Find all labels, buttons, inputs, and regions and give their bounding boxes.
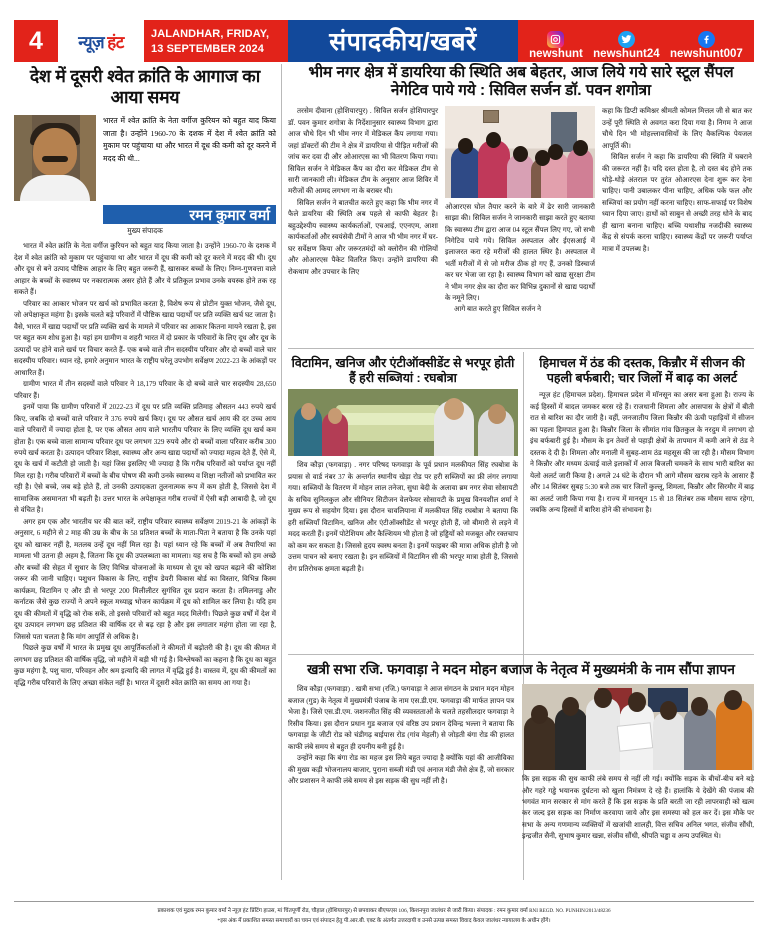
footer-disclaimer-line: *इस अंक में प्रकाशित समस्त समाचारों का चयन एवं संपादन हेतु पी.आर.बी. एक्ट के अंतर्गत उत्तरदायी व उनसे उत्पन्न समस्त विवाद केवल जालंधर न्यायालय के अधीन होंगे। xyxy=(217,917,551,924)
page-number-badge: 4 xyxy=(14,20,58,62)
editor-portrait-photo xyxy=(14,115,96,201)
social-handle-label: newshunt xyxy=(529,47,583,60)
footer-imprint-line xyxy=(14,907,754,917)
story-diarrhea-headline: भीम नगर क्षेत्र में डायरिया की स्थिति अब बेहतर, आज लिये गये सारे स्टूल सैंपल नेगेटिव पाये गये : सिविल सर्जन डॉ. पवन शगोत्रा xyxy=(308,64,734,100)
edition-city: JALANDHAR, FRIDAY, xyxy=(151,27,270,40)
story-paragraph: सिविल सर्जन ने बातचीत करते हुए कहा कि भीम नगर में फैले डायरिया की स्थिति अब पहले से काफी बेहतर है। बहुउद्देश्यीय स्वास्थ्य कार्यकर्ताओं, एचआई, एएनएम, आशा कार्यकर्ताओं और स्वयंसेवी टीमों ने आज भी भीम नगर में घर-घर सर्वेक्षण किया और जरूरतमंदों को क्लोरीन की गोलियों और ओआरएस पैकेट वितरित किए। उन्होंने डायरिया की रोकथाम और उपचार के लिए xyxy=(288,198,438,276)
story-vegetables xyxy=(288,356,518,575)
story-vegetables-body xyxy=(288,460,518,575)
social-link-facebook[interactable] xyxy=(670,31,743,61)
story-paragraph: शिव कौड़ा (फगवाड़ा) . नगर परिषद फगवाड़ा के पूर्व प्रधान मलकीयत सिंह रघबोत्रा के प्रयास से वार्ड नंबर 37 के अन्तर्गत स्थानीय खेड़ा रोड पर हरी सब्जियों का फ्री लंगर लगाया गया। सब्जियों के वितरण में मोहन लाल तनेजा, सुधा बेदी के अलावा ब्रम नगर सेवा सोसायटी के सचिव सुनिलकुल और सीनियर सिटीजन वेलफेयर सोसायटी के प्रमुख विनयशील शर्मा ने मुख्य रूप से सहयोग दिया। इस दौरान चावलियाना में मलकीयत सिंह रघबोत्रा ने बताया कि हरी सब्जियाँ विटामिन, खनिज और एंटीऑक्सीडेंट से भरपूर होती हैं, जो बीमारी से लड़ने में मदद करती हैं। इनमें पोटेशियम और कैल्शियम भी होता है जो हड्डियों को मजबूत और रक्तचाप को कम कर सकता है। जिससे हृदय स्वस्थ बनता है। इनमें फाइबर की मात्रा अधिक होती है जो उत्तम पाचन को बनाए रखता है। इन सब्जियों में विटामिन सी की भरपूर मात्रा होती है, जिससे रोग प्रतिरोधक क्षमता बढ़ती है। xyxy=(288,461,518,573)
masthead xyxy=(14,20,754,62)
story-diarrhea-col2 xyxy=(445,106,595,315)
story-paragraph: सिविल सर्जन ने कहा कि डायरिया की स्थिति में घबराने की जरूरत नहीं है। यदि दस्त होता है, तो दस्त बंद होने तक थोड़े-थोड़े अंतराल पर तुरंत ओआरएस देना शुरू कर देना चाहिए। पानी उबालकर पीना चाहिए, अधिक पके फल और सब्जियां का प्रयोग नहीं करना चाहिए। साफ-सफाई पर विशेष ध्यान दिया जाए। हाथों को साबुन से अच्छी तरह धोने के बाद ही खाना बनाना चाहिए। बच्चि यथाशीघ्र नजदीकी स्वास्थ्य केंद्र से संपर्क करना चाहिए। स्वास्थ्य केंद्रों पर जरूरी पर्याप्त मात्रा में उपलब्ध है। xyxy=(602,153,752,253)
editor-role-label: मुख्य संपादक xyxy=(127,226,163,236)
story-himachal xyxy=(530,356,754,517)
newshunt-logo[interactable] xyxy=(58,20,144,62)
logo-text-secondary: हंट xyxy=(107,32,124,52)
twitter-icon xyxy=(618,31,635,48)
story-khatri-headline: खत्री सभा रजि. फगवाड़ा ने मदन मोहन बजाज के नेतृत्व में मुख्यमंत्री के नाम सौंपा ज्ञापन xyxy=(307,662,735,677)
story-divider-upper xyxy=(288,348,754,349)
story-khatri-sabha xyxy=(288,662,754,842)
edition-date-block xyxy=(144,20,288,62)
footer-divider xyxy=(14,901,754,902)
story-diarrhea xyxy=(288,64,754,316)
social-link-twitter[interactable] xyxy=(593,31,659,61)
footer-rni-number: RNI REGD. NO. PUNHIN/2013/48236 xyxy=(529,908,611,914)
editorial-paragraph: पिछले कुछ वर्षों में भारत के प्रमुख दूध आपूर्तिकर्ताओं ने कीमतों में बढ़ोतरी की है। दूध की कीमत में लगभग छह प्रतिशत की वार्षिक वृद्धि, जो महीने में बड़ी भी गई है। विश्लेषकों का कहना है कि दूध का बहुत कुछ महंगा है, पशु चारा, परिवहन और श्रम इत्यादि की लागत में वृद्धि हुई है। वास्तव में, दूध की कीमतों का वृद्धि गरीब परिवारों के लिए अच्छा संकेत नहीं है। भारत में दूसरी श्वेत क्रांति का समय आ गया है। xyxy=(14,644,276,687)
editorial-paragraph: इनमें पाया कि ग्रामीण परिवारों में 2022-23 में दूध पर प्रति व्यक्ति प्रतिमाह औसतन 443 रुपये खर्च किए, जबकि दो बच्चों वाले परिवार ने 376 रुपये खर्च किए। दूध पर औसत खर्च आय की दर उच्च आय वाले परिवारों में ज्यादा होता है, पर एक औसत आय वाले भारतीय परिवार के लिए व्यक्ति दूध खर्च कम होता है। एक बच्चे वाला सामान्य परिवार दूध पर लगभग 329 रुपये और दो बच्चों वाला परिवार करीब 300 रुपये खर्च करता है। उत्पादन परिवार शिक्षा, स्वास्थ्य और अन्य खाद्य पदार्थों को ज्यादा महत्व देते हैं, ऐसे में, दूध के खर्च में कटौती हो जाती है। यहां जिस इसलिए भी ज्यादा है कि गरीब परिवारों को पर्याप्त दूध नहीं मिल रहा है। गरीब परिवारों में बच्चों के बीच पोषण की कमी उनके स्वास्थ्य व शिक्षा नतीजों को प्रभावित कर रही है। ऐसे बच्चे, जब बड़े होते हैं, तो उनकी उत्पादकता तुलनात्मक रूप में कम होती है, जिससे देश में सामाजिक असमानता भी बढ़ती है। उत्तर भारत के अपेक्षाकृत गरीब राज्यों में ऐसी बड़ी आबादी है, जो दूध से वंचित है। xyxy=(14,403,276,515)
story-diarrhea-columns xyxy=(288,106,754,315)
social-handle-label: newshunt24 xyxy=(593,47,660,60)
story-paragraph: न्यूज़ हंट (हिमाचल प्रदेश). हिमाचल प्रदेश में मॉनसून का असर बना हुआ है। राज्य के कई हिस्सों में बादल जमकर बरस रहे हैं। राजधानी शिमला और आसपास के क्षेत्रों में बीती रात से बारिश का दौर जारी है। वहीं, जनजातीय जिला किन्नौर की ऊंची पहाड़ियों में सीजन का पहला हिमपात हुआ है। किन्नौर जिला के सीमांत गांव छितकुल के नरदुम में लगभग दो इंच बर्फबारी हुई है। मौसम के इन तेवरों से पहाड़ी क्षेत्रों के तापमान में कमी आने से ठंड ने दस्तक दे दी है। शिमला और मनाली में सुबह-शाम ठंड महसूस की जा रही है। मौसम विभाग ने किन्नौर और मध्यम ऊंचाई वाले इलाकों में आज बिजली चमकने के साथ भारी बारिश का येलो अलर्ट जारी किया है। अगले 24 घंटे के दौरान भी आगे मौसम खराब रहने के आसार हैं और 14 सितंबर सुबह 5:30 बजे तक चार जिलों कुल्लू, शिमला, किन्नौर और सिरमौर में बाढ़ का अलर्ट जारी किया गया है। राज्य में मानसून 15 से 18 सितंबर तक मौसम साफ रहेगा, जबकि अन्य हिस्सों में बारिश होने की संभावना है। xyxy=(530,391,754,515)
story-himachal-body xyxy=(530,390,754,516)
editorial-paragraph: अगर हम एक और भारतीय घर की बात करें, राष्ट्रीय परिवार स्वास्थ्य सर्वेक्षण 2019-21 के आंकड़ों के अनुसार, 6 महीने से 2 माह की उम्र के बीच के 58 प्रतिशत बच्चों के माता-पिता ने बताया है कि उनके यहां दूध को खाकर नहीं है, मतलब उन्हें दूध नहीं मिल रहा है। यहां ध्यान रहे कि बच्चों में अब तैयारियां का मामला भी उतना ही अहम है, जितना कि दूध की उपलब्धता का मामला। यह सच है कि बच्चों को हम अच्छे और बच्चों की सेहत में सुधार के लिए विभिन्न योजनाओं के माध्यम से दूध को खपत बढ़ाने की कोशिश जरूर की जानी चाहिए। पशुधन विकास के लिए, राष्ट्रीय डेयरी विकास बोर्ड का विस्तार, विभिन्न किस्म कार्यक्रम, विटामिन ए और डी से भरपूर 200 मिलीलीटर सुगंधित दूध प्रदान करता है। तमिलनाडु और कर्नाटक जैसे कुछ राज्यों ने अपने स्कूल मध्याह्न भोजन कार्यक्रम में दूध को शामिल कर लिया है। यदि हम दूध की कीमतों में वृद्धि को रोक सकें, तो इससे परिवारों को बहुत मदद मिलेगी। पिछले कुछ वर्षों में देश में दूध उत्पादन लगभग छह प्रतिशत की वार्षिक दर से बढ़ रहा है और इस लगातार महंगा होता जा रहा है, जिससे पता चलता है कि मांग आपूर्ति से अधिक है। xyxy=(14,517,276,641)
page-footer xyxy=(14,901,754,926)
story-khatri-col2 xyxy=(522,684,754,842)
story-divider-lower xyxy=(288,654,754,655)
instagram-icon xyxy=(547,31,564,48)
editorial-paragraph: परिवार का आकार भोजन पर खर्च को प्रभावित करता है, विशेष रूप से प्रोटीन युक्त भोजन, जैसे दूध, जो अपेक्षाकृत महंगा है। इसके चलते बड़े परिवारों में पौष्टिक खाद्य पदार्थों पर प्रति व्यक्ति खर्च घट जाता है। वैसे, भारत में खाद्य पदार्थों पर प्रति व्यक्ति खर्च के मामले में परिवार का आकार कितना मायने रखता है, इस पर बहुत कम शोध हुआ है। यहां हम ग्रामीण व शहरी भारत में दो प्रकार के परिवारों के लिए दूध और दूध के उत्पादों पर होने वाले खर्च पर विचार करते हैं- एक बच्चे वाले तीन सदस्यीय परिवार और दो बच्चों वाले चार सदस्यीय परिवार। ध्यान रहे, हमारे अनुमान भारत के राष्ट्रीय घरेलू उपभोग सर्वेक्षण 2022-23 के आंकड़ों पर आधारित हैं। xyxy=(14,299,276,377)
social-handle-label: newshunt007 xyxy=(669,47,743,60)
story-diarrhea-col3 xyxy=(602,106,752,315)
story-khatri-col2-text xyxy=(522,774,754,842)
editorial-lead-text: भारत में श्वेत क्रांति के नेता वर्गीज कुरियन को बहुत याद किया जाता है। उन्होंने 1960-70 के दशक में देश में श्वेत क्रांति को मुकाम पर पहुंचाया था और भारत में दूध की कमी को दूर करने में मदद की थी... xyxy=(103,116,276,164)
social-link-instagram[interactable] xyxy=(529,31,583,61)
story-khatri-columns xyxy=(288,684,754,842)
story-paragraph: कहा कि डिप्टी कमिश्नर श्रीमती कोमल मित्तल जी से बात कर उन्हें पूरी स्थिति से अवगत करा दिया गया है। निगम ने आज चौथे दिन भी मोहल्लावासियों के लिए वैकल्पिक पेयजल आपूर्ति की। xyxy=(602,107,752,150)
section-title: संपादकीय/खबरें xyxy=(288,20,518,62)
editorial-column xyxy=(14,66,276,689)
story-paragraph: कि इस सड़क की सुध काफी लंबे समय से नहीं ली गई। क्योंकि सड़क के बीचों-बीच बने बड़े और गहरे गड्ढे भयानक दुर्घटना को खुला निमंत्रण दे रहे हैं। हालांकि ये देखेंगे की पंजाब की भगवंत मान सरकार से मांग करते हैं कि इस सड़क के प्रति बरती जा रही लापरवाही को खत्म कर जल्द इस सड़क का निर्माण करवाया जाये और इस समस्या को हल कर दें। इस मौके पर सभा के अन्य गणमान्य व्यक्तियों में खजांची शालही, वित्त सचिव अनिल भगत, संजीव सौंधी, इन्द्रजीत सैनी, सुभाष कुमार खन्ना, संजीव सौंधी, श्रीपति चड्ढा व अन्य उपस्थित थे। xyxy=(522,775,754,840)
editorial-paragraph: भारत में श्वेत क्रांति के नेता वर्गीज कुरियन को बहुत याद किया जाता है। उन्होंने 1960-70 के दशक में देश में श्वेत क्रांति को मुकाम पर पहुंचाया था और भारत में दूध की कमी को दूर करने में मदद की थी। दूध और दूध से बने उत्पाद पौष्टिक आहार के लिए बहुत जरूरी हैं, खासकर बच्चों के लिए। निम्न-गुणवत्ता वाले आहार के बच्चों के स्वास्थ्य पर नकारात्मक असर होते हैं और ये प्रतिकूल प्रभाव उनके वयस्क होने तक रह सकते हैं। xyxy=(14,242,276,297)
social-handles-bar xyxy=(518,20,754,62)
story-paragraph: शिव कौड़ा (फगवाड़ा) . खत्री सभा (रजि.) फगवाड़ा ने आज संगठन के प्रधान मदन मोहन बजाज (गुड) के नेतृत्व में मुख्यमंत्री पंजाब के नाम एस.डी.एम. फगवाड़ा की मार्फत ज्ञापन पत्र भेजा है। जिसे एस.डी.एम. जशनजीत सिंह की व्यवस्तताओं के चलते तहसीलदार फगवाड़ा ने रिसीव किया। इस दौरान प्रधान गुड बजाज एवं वरिष्ठ उप प्रधान देविन्द्र भल्ला ने बताया कि फगवाड़ा के जीटी रोड को चंडीगढ़ बाईपास रोड (गांव मेहली) से जोड़ती बंगा रोड की हालत काफी लंबे समय से बहुत ही दयनीय बनी हुई है। xyxy=(288,685,514,751)
photo-memorandum-group xyxy=(522,684,754,770)
editorial-body xyxy=(14,241,276,689)
photo-vegetable-langar xyxy=(288,389,518,456)
logo-text-primary: न्यूज़ xyxy=(78,32,105,52)
editorial-lead-block xyxy=(14,115,276,201)
column-divider-left xyxy=(281,64,282,880)
editorial-paragraph: ग्रामीण भारत में तीन सदस्यों वाले परिवार ने 18,179 परिवार के दो बच्चे वाले चार सदस्यीय 28,650 परिवार हैं। xyxy=(14,380,276,400)
story-paragraph: उन्होंने कहा कि बंगा रोड का महज इस लिये बहुत ज्यादा है क्योंकि यहां की आजीविका की मुख्य कड़ी भोजनालय बाजार, पुराना सब्जी मंडी एवं अनाज मंडी जैसे क्षेत्र हैं, जो सरकार और प्रशासन ने काफी लंबे समय से इस सड़क की सुध नहीं ली है। xyxy=(288,754,514,786)
story-paragraph: तरसेम दीवाना (होशियारपुर) . सिविल सर्जन होशियारपुर डॉ. पवन कुमार शगोत्रा के निर्देशानुसार स्वास्थ्य विभाग द्वारा आज चौथे दिन भी भीम नगर में मेडिकल कैंप लगाया गया। जहां डॉक्टरों की टीम ने क्षेत्र में डायरिया से पीड़ित मरीजों की जांच कर दवा दी और ओआरएस का भी वितरण किया गया। सिविल सर्जन ने मेडिकल कैंप का दौरा कर मेडिकल टीम से सारी जानकारी ली। मेडिकल टीम के अनुसार आज शिविर में मरीजों की आमद लगभग ना के बराबर थी। xyxy=(288,107,438,196)
story-paragraph: ओआरएस घोल तैयार करने के बारे में ढेर सारी जानकारी साझा की। सिविल सर्जन ने जानकारी साझा करते हुए बताया कि स्वास्थ्य टीम द्वारा आज 04 स्टूल सैंपल लिए गए, जो सभी निगेटिव पाये गये। सिविल अस्पताल और ईएसआई में इलाजरत करा रहे मरीजों की हालत स्थिर है। अस्पताल में भर्ती मरीजों में से जो मरीज ठीक हो गए हैं, उनको डिस्चार्ज कर घर भेजा जा रहा है। स्वास्थ्य विभाग को खाद्य सुरक्षा टीम ने भीम नगर क्षेत्र का दौरा कर विभिन्न दुकानों से खाद्य पदार्थों के नमूने लिए। xyxy=(445,203,595,302)
footer-imprint-text: प्रकाशक एवं मुद्रक रमन कुमार वर्मा ने न्यूज़ हंट प्रिंटिंग हाउस, मां चिंतपूर्णी रोड, चौहाल (होशियारपुर) से छपवाकर बीएफएस 106, किशनपुरा जालंधर से जारी किया। संपादक : रमन कुमार वर्मा xyxy=(157,908,528,914)
story-diarrhea-col1 xyxy=(288,106,438,315)
photo-medical-camp xyxy=(445,106,595,198)
editor-name-bar: रमन कुमार वर्मा xyxy=(103,205,276,224)
story-diarrhea-col2-text xyxy=(445,202,595,315)
facebook-icon xyxy=(698,31,715,48)
story-vegetables-headline: विटामिन, खनिज और एंटीऑक्सीडेंट से भरपूर होती हैं हरी सब्जियां : रघबोत्रा xyxy=(291,356,515,385)
editorial-headline: देश में दूसरी श्वेत क्रांति के आगाज का आया समय xyxy=(29,66,261,107)
story-khatri-col1 xyxy=(288,684,514,842)
story-himachal-headline: हिमाचल में ठंड की दस्तक, किन्नौर में सीजन की पहली बर्फबारी; चार जिलों में बाढ़ का अलर्ट xyxy=(539,356,745,385)
story-paragraph: आगे बात करते हुए सिविल सर्जन ने xyxy=(454,305,542,314)
edition-date: 13 SEPTEMBER 2024 xyxy=(151,42,264,55)
